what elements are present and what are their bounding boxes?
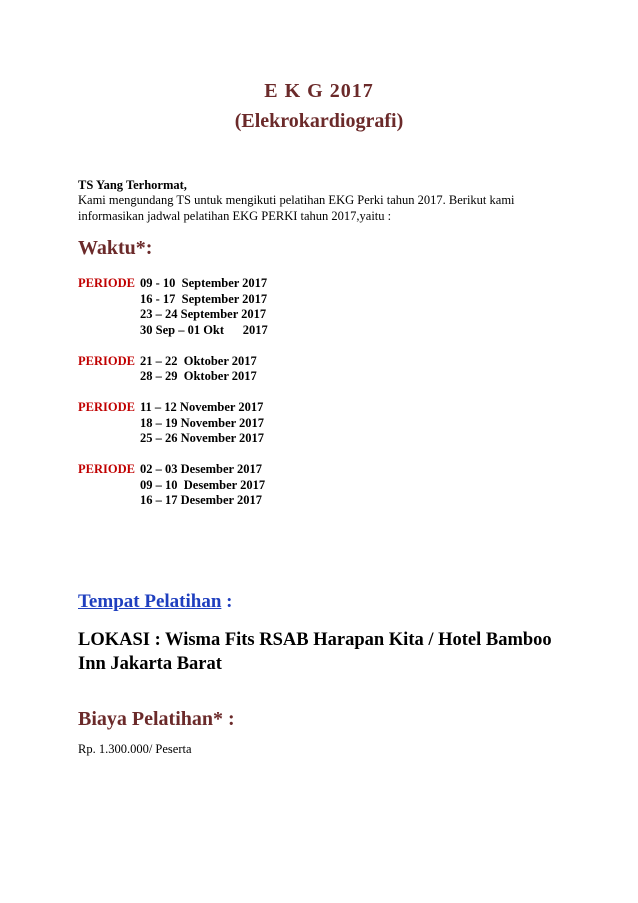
period-date: 02 – 03 Desember 2017: [140, 462, 262, 476]
biaya-value: Rp. 1.300.000/ Peserta: [78, 742, 192, 756]
biaya-heading: Biaya Pelatihan* :: [78, 708, 235, 730]
period-date: 25 – 26 November 2017: [140, 431, 265, 445]
period-group: [78, 400, 268, 447]
tempat-colon: :: [221, 591, 233, 612]
period-label: [78, 478, 140, 494]
intro-paragraph: Kami mengundang TS untuk mengikuti pelatihan EKG Perki tahun 2017. Berikut kami informasikan jadwal pelatihan EKG PERKI tahun 2017,yaitu :: [78, 193, 515, 223]
period-row: [78, 400, 268, 416]
period-group: [78, 354, 268, 385]
period-list: [78, 276, 268, 524]
period-label: [78, 431, 140, 447]
period-date: 28 – 29 Oktober 2017: [140, 369, 257, 383]
period-label: PERIODE: [78, 353, 135, 368]
waktu-heading: Waktu*:: [78, 237, 153, 259]
period-label: PERIODE: [78, 400, 135, 414]
tempat-link[interactable]: Tempat Pelatihan: [78, 591, 222, 612]
period-date: 30 Sep – 01 Okt 2017: [140, 322, 268, 337]
title-block: [0, 79, 638, 133]
period-label: [78, 416, 140, 432]
period-group: [78, 276, 268, 338]
period-label: [78, 369, 140, 385]
period-row: [78, 369, 268, 385]
page-subtitle: (Elekrokardiografi): [234, 110, 404, 132]
period-label: [78, 493, 140, 509]
tempat-heading: [78, 591, 232, 613]
period-date: 09 - 10 September 2017: [140, 276, 268, 290]
period-date: 18 – 19 November 2017: [140, 415, 265, 430]
period-date: 23 – 24 September 2017: [140, 307, 267, 321]
page-title: E K G 2017: [264, 80, 374, 102]
period-date: 09 – 10 Desember 2017: [140, 477, 266, 492]
lokasi-text: LOKASI : Wisma Fits RSAB Harapan Kita / Hotel Bamboo Inn Jakarta Barat: [78, 630, 552, 674]
period-row: [78, 462, 268, 478]
period-label: PERIODE: [78, 276, 135, 290]
period-date: 16 - 17 September 2017: [140, 291, 268, 306]
period-group: [78, 462, 268, 509]
period-row: [78, 292, 268, 308]
period-date: 21 – 22 Oktober 2017: [140, 353, 257, 368]
period-row: [78, 431, 268, 447]
period-row: [78, 493, 268, 509]
period-date: 16 – 17 Desember 2017: [140, 493, 262, 507]
period-label: [78, 307, 140, 323]
period-row: [78, 323, 268, 339]
period-label: [78, 292, 140, 308]
period-row: [78, 478, 268, 494]
greeting: TS Yang Terhormat,: [78, 178, 187, 192]
period-row: [78, 276, 268, 292]
period-row: [78, 416, 268, 432]
period-row: [78, 307, 268, 323]
period-label: PERIODE: [78, 462, 135, 476]
period-label: [78, 323, 140, 339]
period-row: [78, 354, 268, 370]
period-date: 11 – 12 November 2017: [140, 400, 264, 414]
